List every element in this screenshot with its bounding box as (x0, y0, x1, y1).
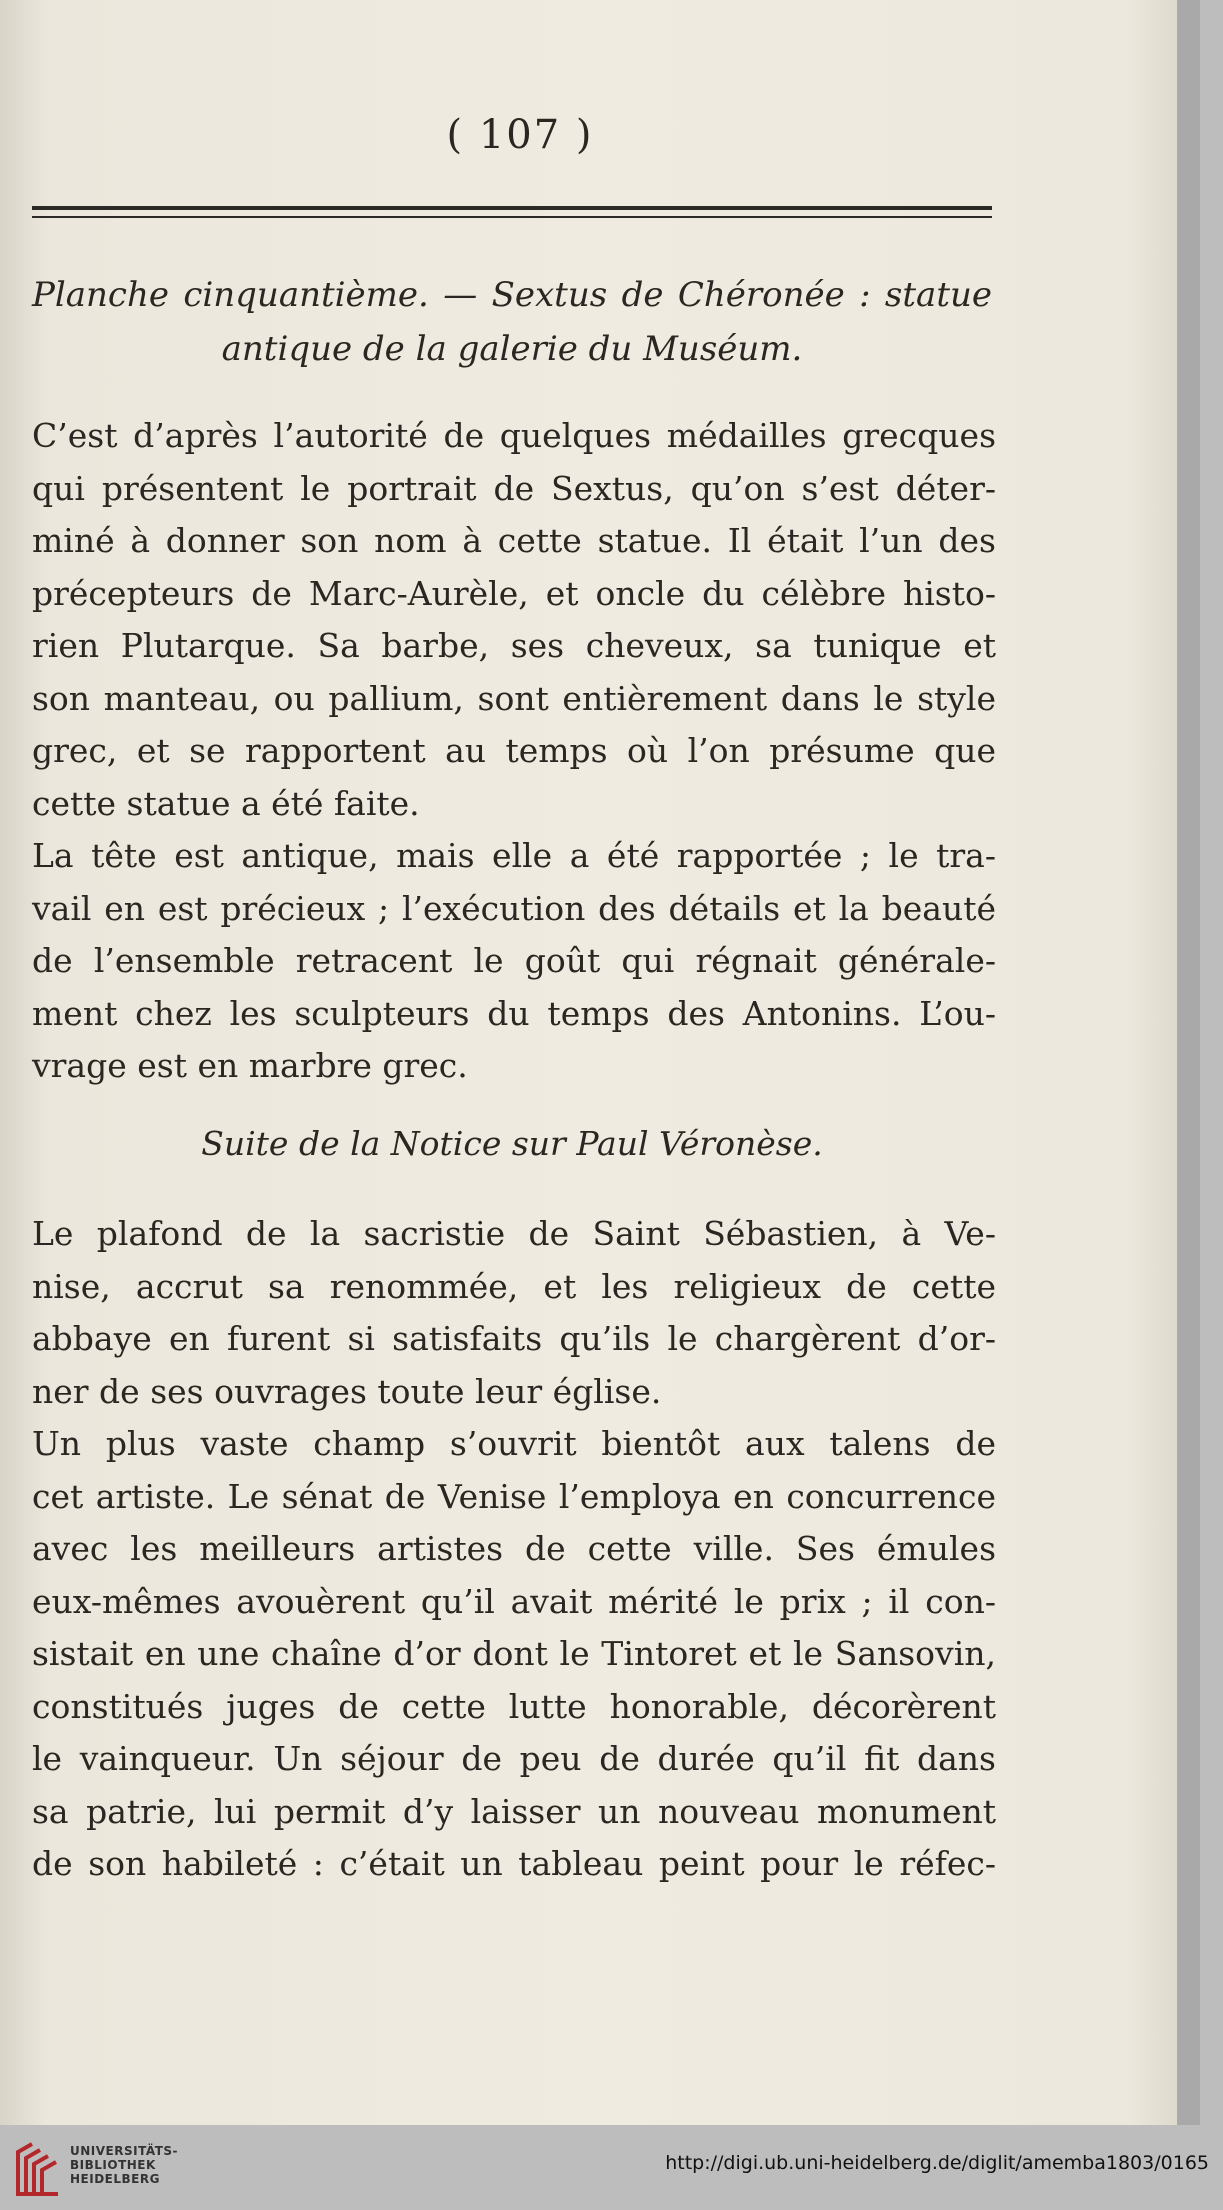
text-line: miné à donner son nom à cette statue. Il était l’un des (32, 521, 996, 560)
text-line: eux-mêmes avouèrent qu’il avait mérité le prix ; il con- (32, 1581, 996, 1621)
paragraph-plafond (32, 1208, 996, 1418)
text-line: rien Plutarque. Sa barbe, ses cheveux, sa tunique et (32, 626, 996, 665)
paragraph-tete-antique (32, 830, 996, 1093)
text-line: précepteurs de Marc-Aurèle, et oncle du célèbre histo- (32, 573, 996, 613)
text-line: Un plus vaste champ s’ouvrit bientôt aux talens de (32, 1424, 996, 1463)
text-line: ner de ses ouvrages toute leur église. (32, 1371, 662, 1411)
header-rule-thin (32, 216, 992, 218)
text-line: nise, accrut sa renommée, et les religieux de cette (32, 1266, 996, 1306)
text-line: son manteau, ou pallium, sont entièrement dans le style (32, 678, 996, 718)
text-line: sistait en une chaîne d’or dont le Tintoret et le Sansovin, (32, 1634, 996, 1673)
text-line: vrage est en marbre grec. (32, 1046, 468, 1085)
text-line: La tête est antique, mais elle a été rapportée ; le tra- (32, 836, 996, 875)
text-line: cet artiste. Le sénat de Venise l’employa en concurrence (32, 1476, 996, 1516)
page-number: ( 107 ) (446, 112, 594, 158)
logo-text-line: UNIVERSITÄTS- (70, 2144, 179, 2158)
page-edge (1177, 0, 1200, 2125)
text-line: qui présentent le portrait de Sextus, qu’on s’est déter- (32, 468, 996, 508)
section-subheading: Suite de la Notice sur Paul Véronèse. (201, 1124, 823, 1163)
text-line: grec, et se rapportent au temps où l’on présume que (32, 731, 996, 770)
library-logo-text (70, 2144, 178, 2186)
text-line: abbaye en furent si satisfaits qu’ils le chargèrent d’or- (32, 1319, 996, 1358)
text-line: de l’ensemble retracent le goût qui régnait générale- (32, 941, 996, 980)
text-line: ment chez les sculpteurs du temps des Antonins. L’ou- (32, 993, 996, 1033)
text-line: le vainqueur. Un séjour de peu de durée qu’il fit dans (32, 1739, 996, 1778)
text-line: constitués juges de cette lutte honorable, décorèrent (32, 1686, 996, 1726)
text-line: vail en est précieux ; l’exécution des détails et la beauté (32, 888, 996, 928)
logo-text-line: HEIDELBERG (70, 2172, 160, 2186)
text-line: C’est d’après l’autorité de quelques médailles grecques (32, 416, 996, 455)
text-line: de son habileté : c’était un tableau peint pour le réfec- (32, 1844, 996, 1883)
text-line: cette statue a été faite. (32, 783, 420, 823)
header-rule-thick (32, 206, 992, 210)
text-line: avec les meilleurs artistes de cette ville. Ses émules (32, 1529, 996, 1568)
plate-caption (32, 268, 992, 376)
caption-line: Planche cinquantième. — Sextus de Chéronée : statue (32, 275, 992, 315)
heidelberg-library-logo-icon (12, 2138, 64, 2198)
permalink-url[interactable]: http://digi.ub.uni-heidelberg.de/diglit/amemba1803/0165 (665, 2152, 1209, 2174)
caption-line: antique de la galerie du Muséum. (221, 329, 803, 369)
text-line: sa patrie, lui permit d’y laisser un nouveau monument (32, 1791, 996, 1831)
paragraph-vaste-champ (32, 1418, 996, 1891)
text-line: Le plafond de la sacristie de Saint Sébastien, à Ve- (32, 1214, 996, 1253)
paragraph-sextus (32, 410, 996, 830)
logo-text-line: BIBLIOTHEK (70, 2158, 156, 2172)
